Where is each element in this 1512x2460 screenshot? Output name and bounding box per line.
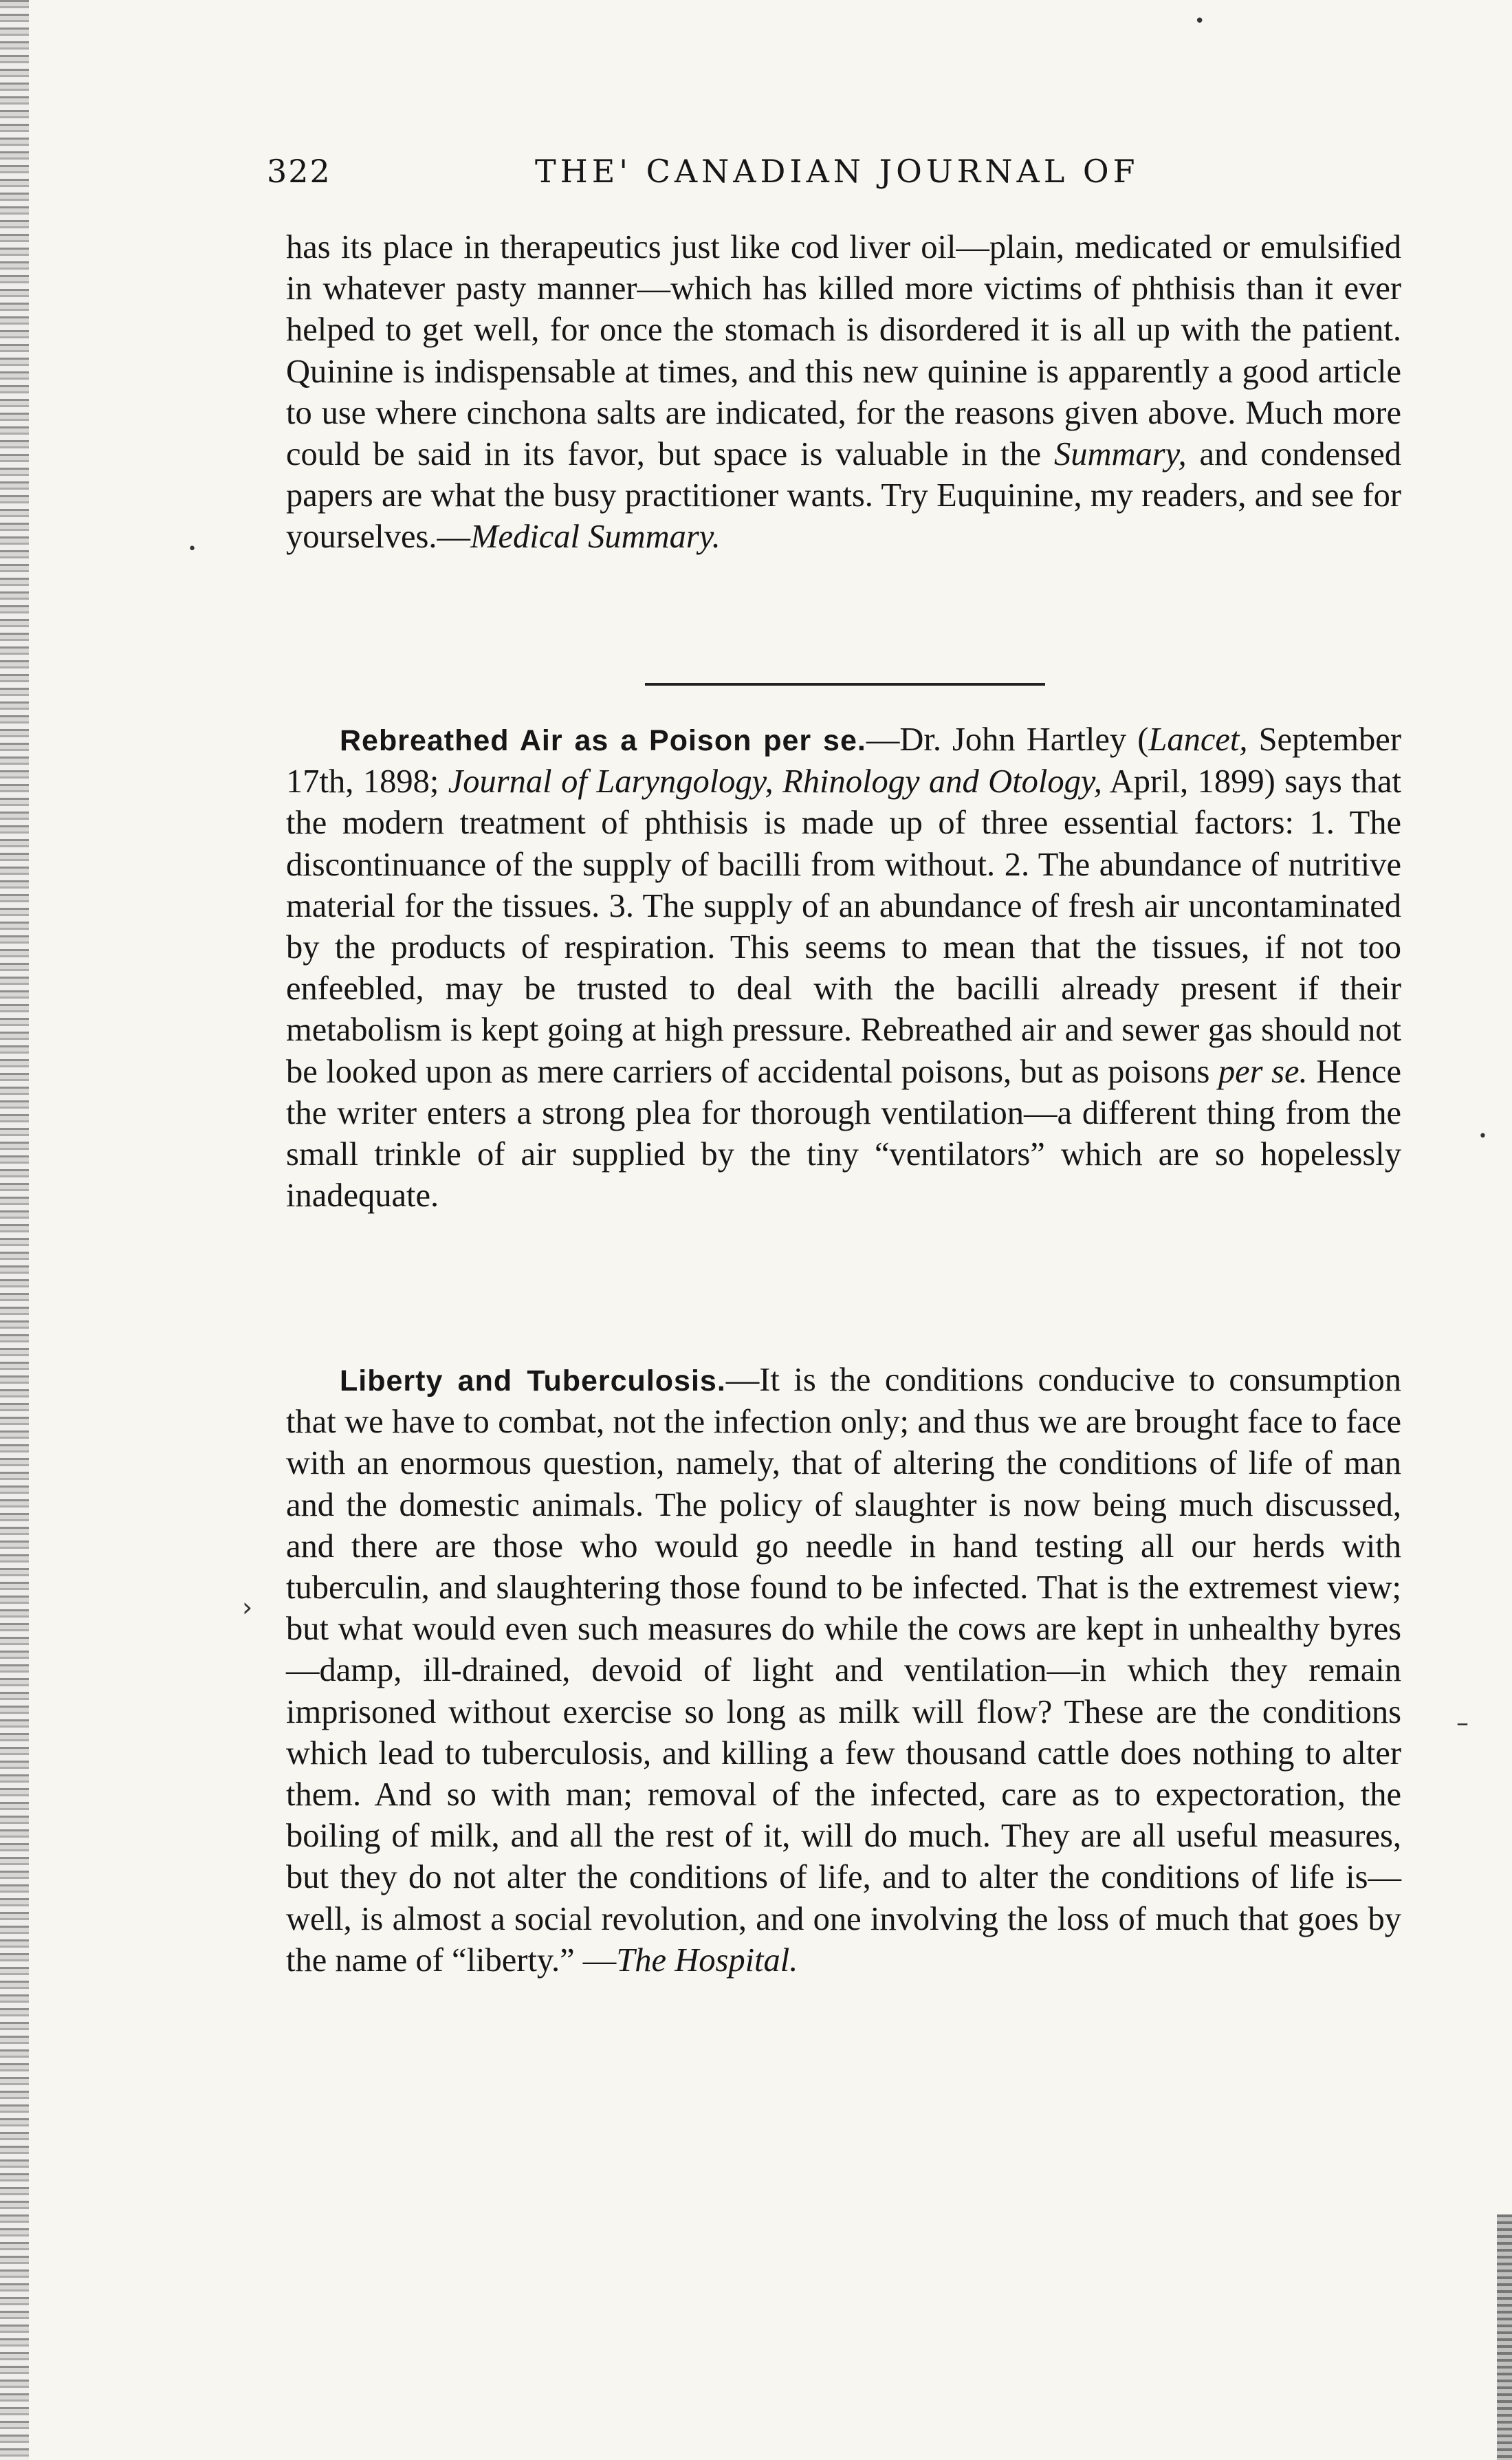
- paragraph-liberty-tuberculosis: [286, 1360, 1401, 1981]
- scan-speck: •: [1478, 1128, 1487, 1145]
- page-number: 322: [267, 153, 331, 190]
- running-title: THE' CANADIAN JOURNAL OF: [535, 153, 1139, 190]
- article-heading: Liberty and Tuberculosis.: [340, 1364, 726, 1397]
- paragraph-euquinine: [286, 227, 1401, 558]
- citation-source: The Hospital.: [616, 1941, 798, 1979]
- section-divider: [645, 683, 1045, 686]
- body-text: —It is the conditions conducive to consumption that we have to combat, not the infection only; and thus we are brought face to face with an enormous question, namely, that of altering the conditions of life of man and the domestic animals. The policy of slaughter is now being much discussed, and there are those who would go needle in hand testing all our herds with tuberculin, and slaughtering those found to be infected. That is the extremest view; but what would even such measures do while the cows are kept in unhealthy byres—damp, ill-drained, devoid of light and ventilation—in which they remain imprisoned without exercise so long as milk will flow? These are the conditions which lead to tuberculosis, and killing a few thousand cattle does nothing to alter them. And so with man; removal of the infected, care as to expectoration, the boiling of milk, and all the rest of it, will do much. They are all useful measures, but they do not alter the conditions of life, and to alter the conditions of life is—well, is almost a social revolution, and one involving the loss of much that goes by the name of “liberty.” —: [286, 1362, 1401, 1979]
- citation-source: Medical Summary.: [470, 519, 721, 556]
- article-heading: Rebreathed Air as a Poison per se.: [340, 724, 866, 757]
- body-text: Hence the writer enters a strong plea for thorough ventilation—a different thing from the small trinkle of air supplied by the tiny “ventilators” which are so hopelessly inadequate.: [286, 1053, 1401, 1215]
- page-header: [267, 153, 1394, 201]
- body-text: —Dr. John Hartley (: [866, 721, 1149, 758]
- italic-text: Summary,: [1053, 436, 1187, 473]
- scan-binding-edge: [0, 0, 29, 2460]
- scan-speck: –: [1456, 1709, 1469, 1737]
- body-text: April, 1899) says that the modern treatment of phthisis is made up of three essential factors: 1. The discontinuance of the supply of bacilli from without. 2. The abundance of nutritive material for the tissues. 3. The supply of an abundance of fresh air uncontaminated by the products of respiration. This seems to mean that the tissues, if not too enfeebled, may be trusted to deal with the bacilli already present if their metabolism is kept going at high pressure. Rebreathed air and sewer gas should not be looked upon as mere carriers of accidental poisons, but as poisons: [286, 763, 1401, 1090]
- scan-speck: ›: [242, 1592, 253, 1622]
- scan-speck: •: [1194, 11, 1205, 32]
- italic-text: per se.: [1218, 1053, 1308, 1090]
- body-text: September 17th, 1898;: [286, 721, 1401, 801]
- scan-page-edge: [1497, 2214, 1512, 2460]
- body-text: has its place in therapeutics just like cod liver oil—plain, medicated or emulsified in whatever pasty manner—which has killed more victims of phthisis than it ever helped to get well, for once the stomach is disordered it is all up with the patient. Quinine is indispensable at times, and this new quinine is apparently a good article to use where cinchona salts are indicated, for the reasons given above. Much more could be said in its favor, but space is valuable in the: [286, 229, 1401, 473]
- citation-source: Lancet,: [1148, 721, 1248, 758]
- scan-speck: •: [188, 541, 197, 558]
- body-text: and condensed papers are what the busy practitioner wants. Try Euquinine, my readers, and see for yourselves.—: [286, 436, 1401, 556]
- paragraph-rebreathed-air: [286, 719, 1401, 1217]
- citation-source: Journal of Laryngology, Rhinology and Otology,: [448, 763, 1102, 801]
